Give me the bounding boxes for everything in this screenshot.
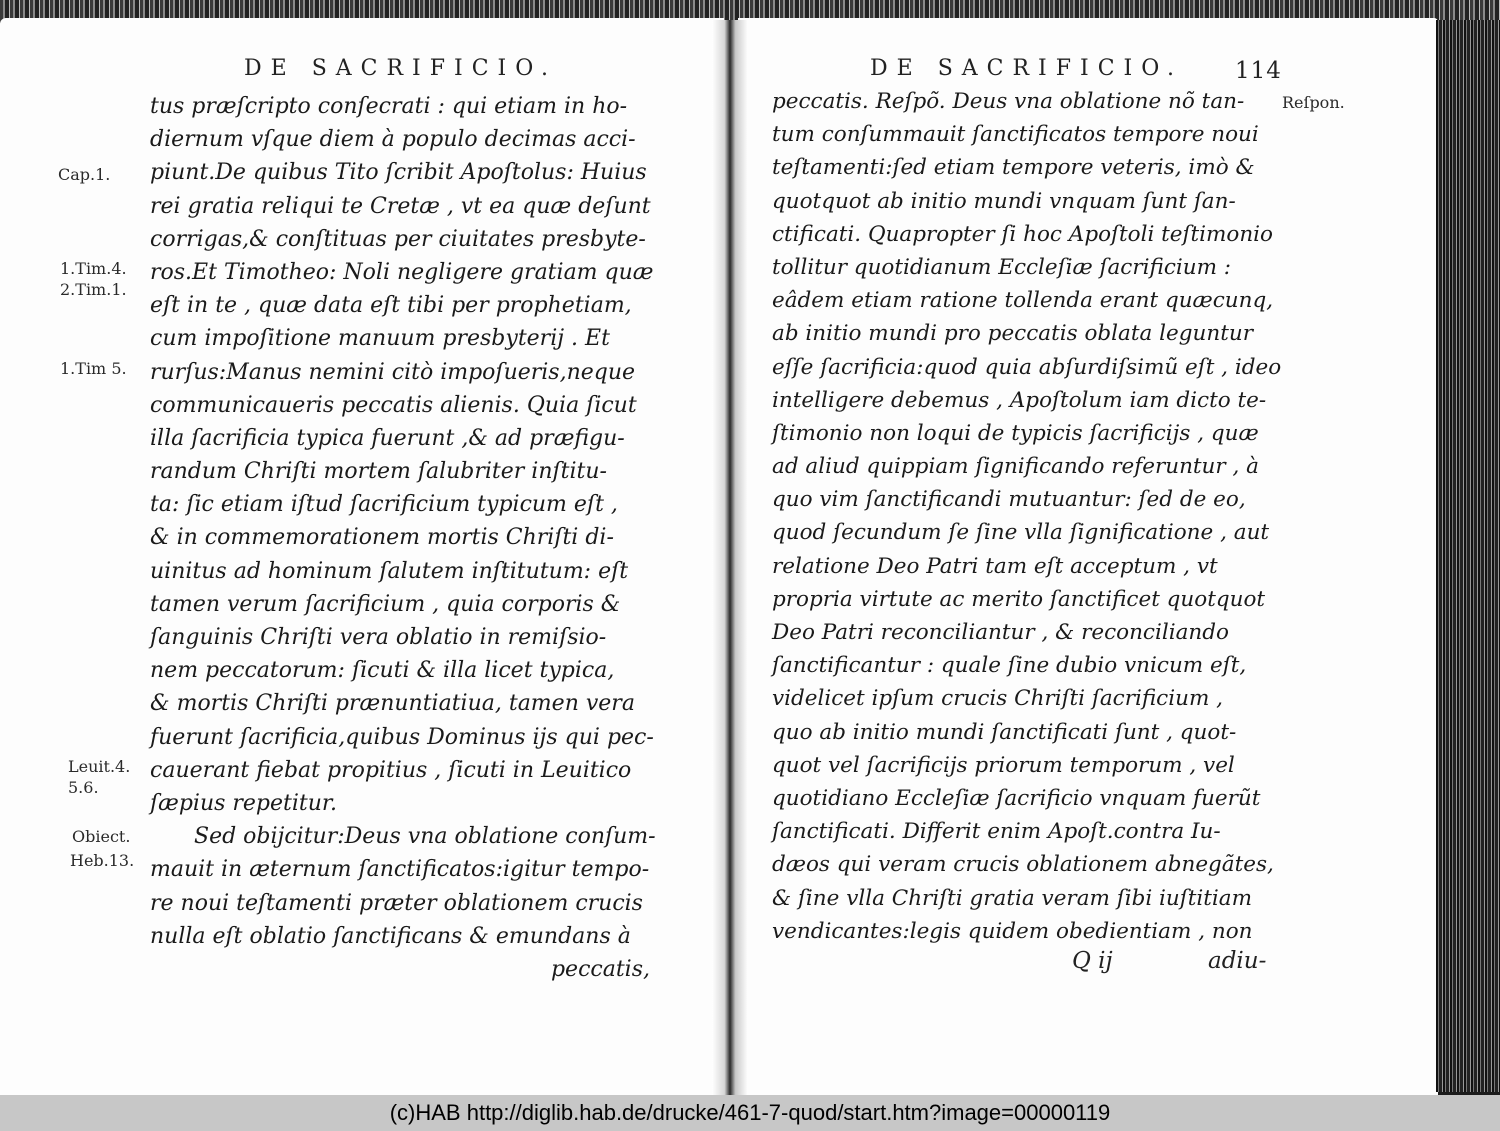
book-spine <box>712 20 748 1095</box>
margin-note: Reſpon. <box>1282 93 1345 112</box>
text-line: ta: ſic etiam iſtud ſacrificium typicum eſt , <box>150 492 618 518</box>
signature-mark: Q ij <box>1072 948 1113 974</box>
text-line: ad aliud quippiam ſignificando referuntur , à <box>772 454 1260 480</box>
text-line: fuerunt ſacrificia,quibus Dominus ijs qui pec- <box>150 724 654 750</box>
catchword: peccatis, <box>550 956 650 982</box>
text-line: Sed obijcitur:Deus vna oblatione conſum- <box>194 824 656 850</box>
left-text-block <box>150 90 656 986</box>
text-line: corrigas,& conſtituas per ciuitates presbyte- <box>150 226 646 252</box>
text-line: rei gratia reliqui te Cretæ , vt ea quæ deſunt <box>150 193 651 219</box>
text-line: re noui teſtamenti præter oblationem crucis <box>150 890 643 916</box>
copyright-footer: (c)HAB http://diglib.hab.de/drucke/461-7-quod/start.htm?image=00000119 <box>0 1095 1500 1131</box>
text-line: quod ſecundum ſe ſine vlla ſignificatione , aut <box>772 520 1270 546</box>
text-line: Deo Patri reconciliantur , & reconciliando <box>772 620 1229 645</box>
text-line: communicaueris peccatis alienis. Quia ſicut <box>150 392 637 418</box>
text-line: ſanctificantur : quale ſine dubio vnicum eſt, <box>772 653 1247 679</box>
text-line: ctificati. Quapropter ſi hoc Apoſtoli teſtimonio <box>772 221 1273 247</box>
text-line: cum impoſitione manuum presbyterij . Et <box>150 326 610 352</box>
margin-note: Heb.13. <box>70 851 135 870</box>
text-line: tus præſcripto conſecrati : qui etiam in ho- <box>150 94 628 119</box>
text-line: cauerant fiebat propitius , ſicuti in Leuitico <box>150 757 632 783</box>
text-line: peccatis. Reſpõ. Deus vna oblatione nõ tan- <box>772 89 1245 114</box>
text-line: piunt.De quibus Tito ſcribit Apoſtolus: Huius <box>150 160 647 186</box>
right-running-header: DE SACRIFICIO. <box>870 56 1183 81</box>
text-line: eâdem etiam ratione tollenda erant quæcunq, <box>772 288 1274 314</box>
text-line: rurſus:Manus nemini citò impoſueris,neque <box>150 359 636 385</box>
catchword: adiu- <box>1208 948 1267 974</box>
text-line: tum conſummauit ſanctificatos tempore noui <box>772 122 1259 148</box>
text-line: quo vim ſanctificandi mutuantur: ſed de eo, <box>772 487 1246 513</box>
text-line: tollitur quotidianum Eccleſiæ ſacrificium : <box>772 254 1232 280</box>
text-line: teſtamenti:ſed etiam tempore veteris, imò & <box>772 155 1255 181</box>
text-line: nulla eſt oblatio ſanctificans & emundans à <box>150 923 631 949</box>
text-line: ſæpius repetitur. <box>150 790 338 816</box>
margin-note: 1.Tim.4. <box>60 259 127 278</box>
page-edges <box>1436 20 1500 1092</box>
text-line: quotidiano Eccleſiæ ſacrificio vnquam fuerũt <box>772 785 1261 811</box>
text-line: ab initio mundi pro peccatis oblata leguntur <box>772 321 1253 347</box>
margin-note: 1.Tim 5. <box>60 359 127 378</box>
right-text-block <box>772 85 1282 948</box>
text-line: propria virtute ac merito ſanctificet quotquot <box>772 586 1266 612</box>
text-line: & mortis Chriſti prænuntiatiua, tamen vera <box>150 691 635 717</box>
text-line: uinitus ad hominum ſalutem inſtitutum: eſt <box>150 558 629 584</box>
margin-note: Obiect. <box>72 827 131 846</box>
text-line: ſanguinis Chriſti vera oblatio in remiſsio- <box>150 625 607 650</box>
text-line: vendicantes:legis quidem obedientiam , non <box>772 918 1253 944</box>
page-number: 114 <box>1235 58 1282 84</box>
text-line: mauit in æternum ſanctificatos:igitur tempo- <box>150 857 650 883</box>
text-line: tamen verum ſacrificium , quia corporis & <box>150 591 621 617</box>
text-line: eſſe ſacrificia:quod quia abſurdiſsimũ eſt , ideo <box>772 354 1282 380</box>
text-line: ſanctificati. Differit enim Apoſt.contra Iu- <box>772 819 1221 845</box>
text-line: randum Chriſti mortem ſalubriter inſtitu- <box>150 459 607 485</box>
left-running-header: DE SACRIFICIO. <box>244 56 557 81</box>
text-line: quot vel ſacrificijs priorum temporum , vel <box>772 752 1235 778</box>
text-line: videlicet ipſum crucis Chriſti ſacrificium , <box>772 686 1224 712</box>
text-line: intelligere debemus , Apoſtolum iam dicto te- <box>772 387 1267 413</box>
text-line: illa ſacrificia typica fuerunt ,& ad præfigu- <box>150 425 625 451</box>
text-line: relatione Deo Patri tam eſt acceptum , vt <box>772 553 1218 579</box>
text-line: quo ab initio mundi ſanctificati ſunt , quot- <box>772 719 1237 745</box>
text-line: ſtimonio non loqui de typicis ſacrificijs , quæ <box>772 420 1259 446</box>
text-line: eſt in te , quæ data eſt tibi per prophetiam, <box>150 293 632 319</box>
text-line: & ſine vlla Chriſti gratia veram ſibi iuſtitiam <box>772 885 1252 911</box>
margin-note: Cap.1. <box>58 165 111 184</box>
text-line: ros.Et Timotheo: Noli negligere gratiam quæ <box>150 259 654 285</box>
margin-note: Leuit.4. <box>68 757 131 776</box>
margin-note: 2.Tim.1. <box>60 280 127 299</box>
text-line: nem peccatorum: ſicuti & illa licet typica, <box>150 658 615 684</box>
text-line: quotquot ab initio mundi vnquam ſunt ſan- <box>772 188 1236 214</box>
text-line: & in commemorationem mortis Chriſti di- <box>150 525 614 551</box>
text-line: dæos qui veram crucis oblationem abnegãtes, <box>772 852 1274 878</box>
text-line: diernum vſque diem à populo decimas acci- <box>150 127 636 153</box>
margin-note: 5.6. <box>68 778 99 797</box>
